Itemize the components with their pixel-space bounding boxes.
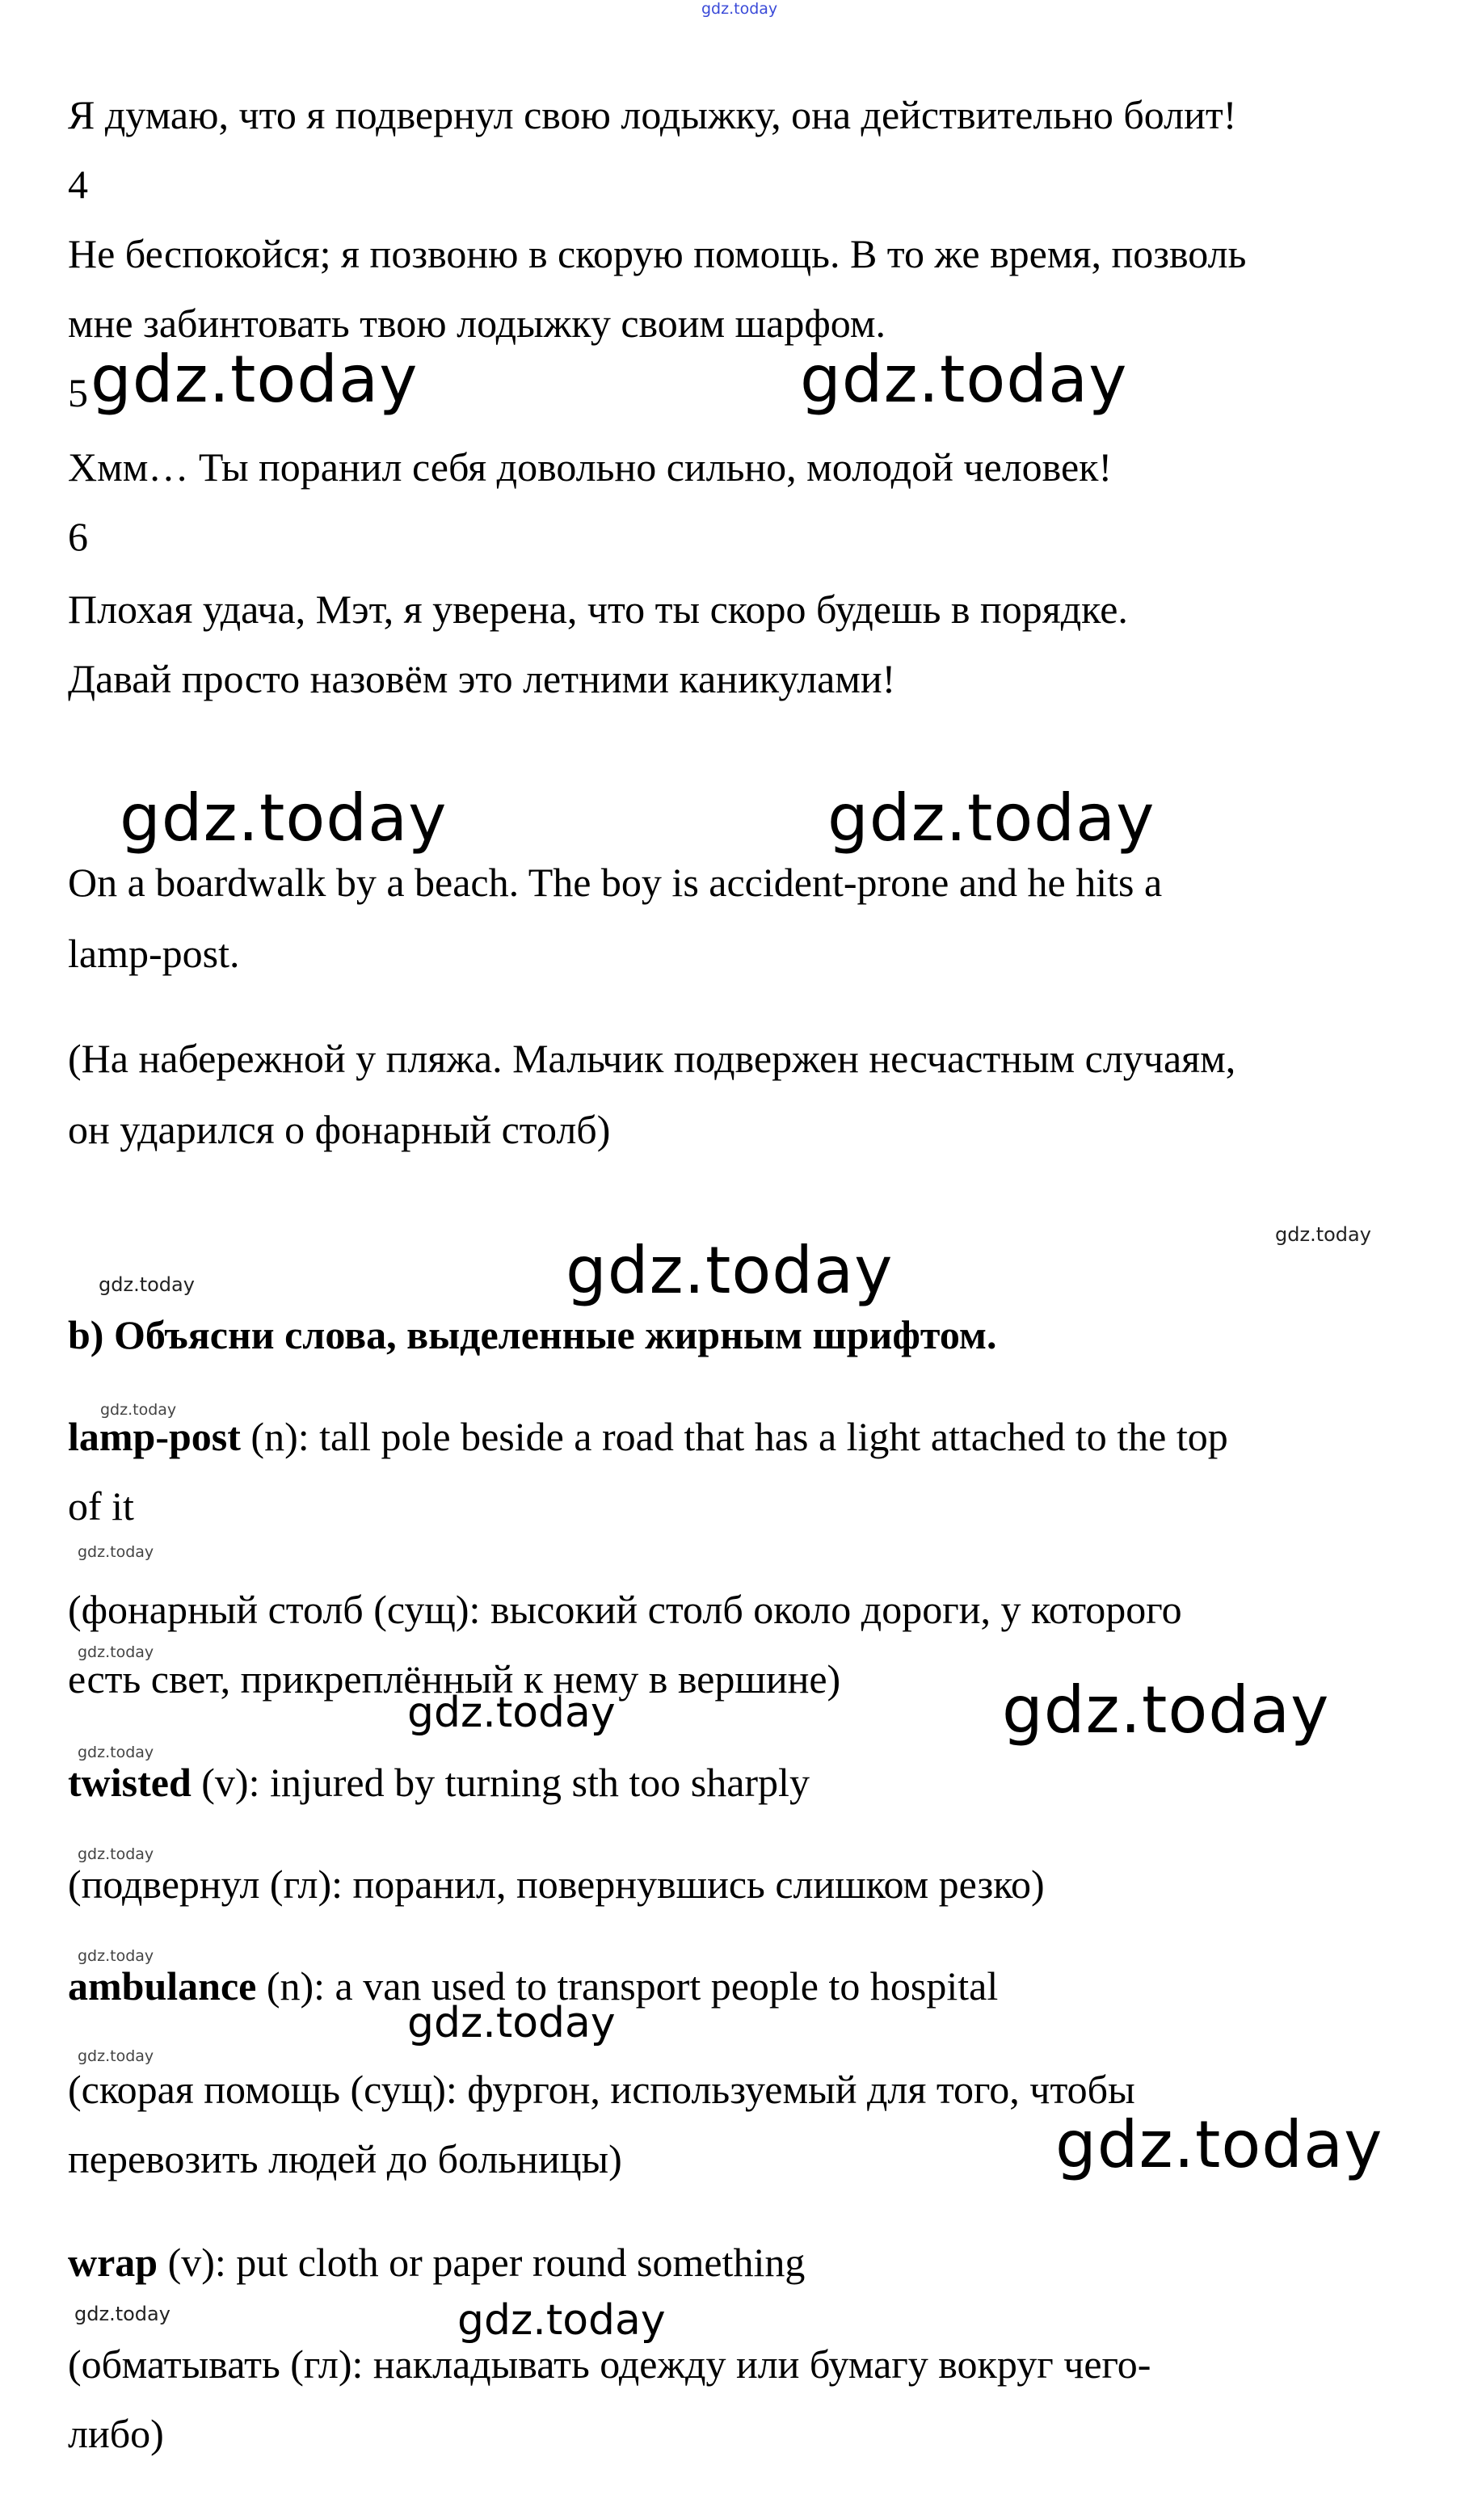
answer-ru-line-2: он ударился о фонарный столб) xyxy=(68,1107,611,1152)
watermark: gdz.today xyxy=(457,2296,666,2345)
watermark: gdz.today xyxy=(100,1401,177,1419)
watermark: gdz.today xyxy=(566,1233,894,1308)
vocab-ambulance-ru-2: перевозить людей до больницы) xyxy=(68,2136,622,2181)
vocab-en-definition: (n): tall pole beside a road that has a light attached to the top xyxy=(240,1414,1228,1459)
vocab-twisted-ru: (подвернул (гл): поранил, повернувшись слишком резко) xyxy=(68,1862,1045,1907)
watermark: gdz.today xyxy=(78,1947,154,1965)
vocab-twisted-en xyxy=(68,1758,810,1807)
watermark: gdz.today xyxy=(407,1999,616,2047)
vocab-wrap-ru-2: либо) xyxy=(68,2411,164,2456)
watermark: gdz.today xyxy=(78,1643,154,1661)
vocab-lamp-post-en xyxy=(68,1412,1228,1461)
vocab-lamp-post-ru-1: (фонарный столб (сущ): высокий столб около дороги, у которого xyxy=(68,1587,1182,1632)
section-b-heading-text: b) Объясни слова, выделенные жирным шрифтом. xyxy=(68,1312,997,1357)
watermark: gdz.today xyxy=(407,1689,616,1737)
dialogue-number-6: 6 xyxy=(68,514,88,559)
watermark: gdz.today xyxy=(78,1744,154,1761)
answer-ru-line-1: (На набережной у пляжа. Мальчик подвержен несчастным случаям, xyxy=(68,1036,1236,1081)
dialogue-line-5: Хмм… Ты поранил себя довольно сильно, молодой человек! xyxy=(68,444,1113,490)
watermark: gdz.today xyxy=(1002,1672,1330,1748)
dialogue-line-4b: мне забинтовать твою лодыжку своим шарфом. xyxy=(68,301,886,346)
watermark: gdz.today xyxy=(78,1845,154,1863)
dialogue-number-5: 5 xyxy=(68,370,88,415)
dialogue-line-4a: Не беспокойся; я позвоню в скорую помощь. В то же время, позволь xyxy=(68,231,1247,276)
watermark: gdz.today xyxy=(1055,2107,1383,2182)
watermark: gdz.today xyxy=(1275,1223,1371,1246)
vocab-word: lamp-post xyxy=(68,1414,241,1459)
vocab-ambulance-ru-1: (скорая помощь (сущ): фургон, используемый для того, чтобы xyxy=(68,2067,1135,2112)
watermark: gdz.today xyxy=(78,2047,154,2065)
vocab-wrap-ru-1: (обматывать (гл): накладывать одежду или бумагу вокруг чего- xyxy=(68,2341,1151,2387)
vocab-lamp-post-ru-2: есть свет, прикреплённый к нему в вершине) xyxy=(68,1656,841,1702)
watermark: gdz.today xyxy=(74,2303,170,2325)
watermark: gdz.today xyxy=(827,780,1155,856)
vocab-word: ambulance xyxy=(68,1963,257,2009)
vocab-wrap-en xyxy=(68,2238,805,2287)
vocab-word: twisted xyxy=(68,1760,192,1805)
dialogue-line-6a: Плохая удача, Мэт, я уверена, что ты скоро будешь в порядке. xyxy=(68,587,1128,632)
answer-en-line-1: On a boardwalk by a beach. The boy is accident-prone and he hits a xyxy=(68,860,1163,905)
watermark: gdz.today xyxy=(78,1543,154,1561)
vocab-en-definition: (v): injured by turning sth too sharply xyxy=(191,1760,810,1805)
vocab-word: wrap xyxy=(68,2240,158,2285)
vocab-en-definition: (n): a van used to transport people to hospital xyxy=(256,1963,999,2009)
dialogue-line-6b: Давай просто назовём это летними каникулами! xyxy=(68,656,896,701)
watermark: gdz.today xyxy=(120,780,448,856)
top-watermark: gdz.today xyxy=(701,0,778,18)
watermark: gdz.today xyxy=(90,342,419,417)
section-b-heading xyxy=(68,1310,996,1359)
vocab-lamp-post-en-cont: of it xyxy=(68,1483,134,1529)
dialogue-number-4: 4 xyxy=(68,162,88,207)
vocab-en-definition: (v): put cloth or paper round something xyxy=(158,2240,806,2285)
dialogue-line-3: Я думаю, что я подвернул свою лодыжку, она действительно болит! xyxy=(68,92,1237,137)
watermark: gdz.today xyxy=(800,342,1128,417)
answer-en-line-2: lamp-post. xyxy=(68,931,240,976)
watermark: gdz.today xyxy=(99,1273,195,1296)
